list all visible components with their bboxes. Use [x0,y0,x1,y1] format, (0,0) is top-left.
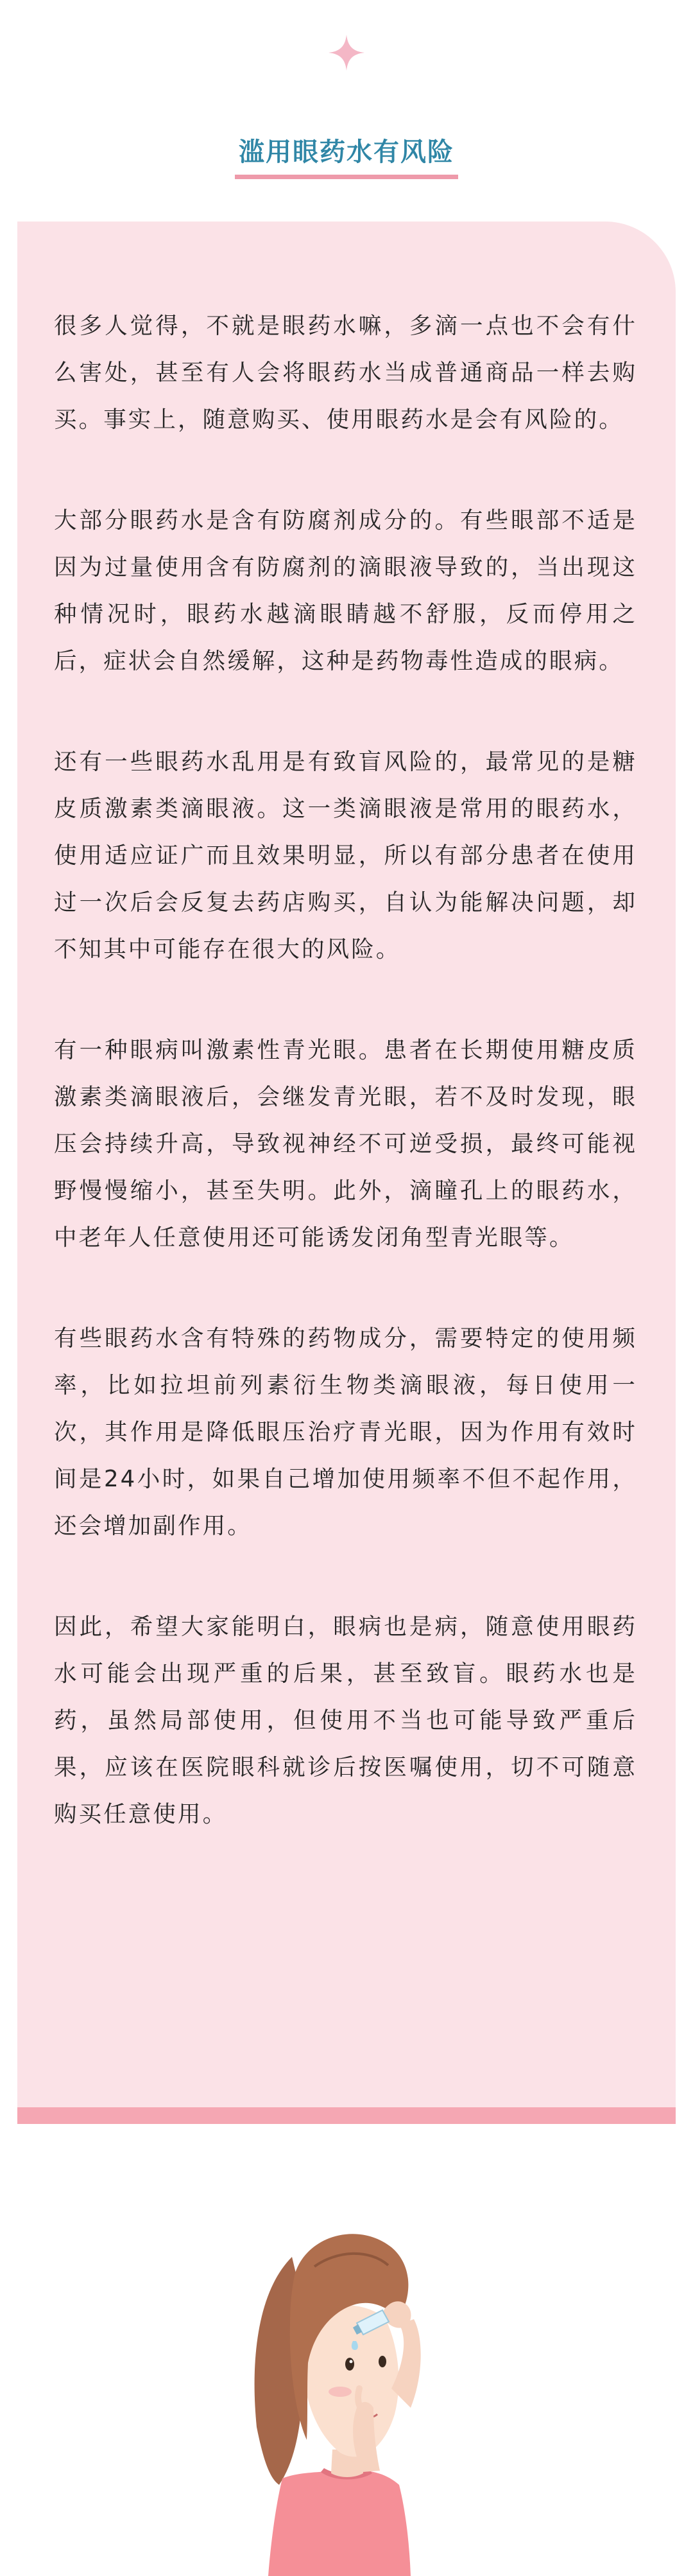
sparkle-icon [327,33,366,72]
paragraph-1: 很多人觉得，不就是眼药水嘛，多滴一点也不会有什么害处，甚至有人会将眼药水当成普通商品一样去购买。事实上，随意购买、使用眼药水是会有风险的。 [54,313,637,433]
paragraph-4: 有一种眼病叫激素性青光眼。患者在长期使用糖皮质激素类滴眼液后，会继发青光眼，若不及时发现，眼压会持续升高，导致视神经不可逆受损，最终可能视野慢慢缩小，甚至失明。此外，滴瞳孔上的眼药水，中老年人任意使用还可能诱发闭角型青光眼等。 [54,1037,637,1251]
paragraph-5: 有些眼药水含有特殊的药物成分，需要特定的使用频率，比如拉坦前列素衍生物类滴眼液，每日使用一次，其作用是降低眼压治疗青光眼，因为作用有效时间是24小时，如果自己增加使用频率不但不起作用，还会增加副作用。 [54,1325,637,1539]
paragraph-3: 还有一些眼药水乱用是有致盲风险的，最常见的是糖皮质激素类滴眼液。这一类滴眼液是常用的眼药水，使用适应证广而且效果明显，所以有部分患者在使用过一次后会反复去药店购买，自认为能解决问题，却不知其中可能存在很大的风险。 [54,749,637,962]
page-title: 滥用眼药水有风险 [235,132,458,179]
girl-eyedrops-illustration [231,2196,456,2576]
article-card [17,222,676,2124]
card-bottom-border [17,2107,676,2124]
title-section [0,132,693,179]
paragraph-2: 大部分眼药水是含有防腐剂成分的。有些眼部不适是因为过量使用含有防腐剂的滴眼液导致的，当出现这种情况时，眼药水越滴眼睛越不舒服，反而停用之后，症状会自然缓解，这种是药物毒性造成的眼病。 [54,507,637,674]
paragraph-6: 因此，希望大家能明白，眼病也是病，随意使用眼药水可能会出现严重的后果，甚至致盲。眼药水也是药，虽然局部使用，但使用不当也可能导致严重后果，应该在医院眼科就诊后按医嘱使用，切不可随意购买任意使用。 [54,1614,637,1827]
